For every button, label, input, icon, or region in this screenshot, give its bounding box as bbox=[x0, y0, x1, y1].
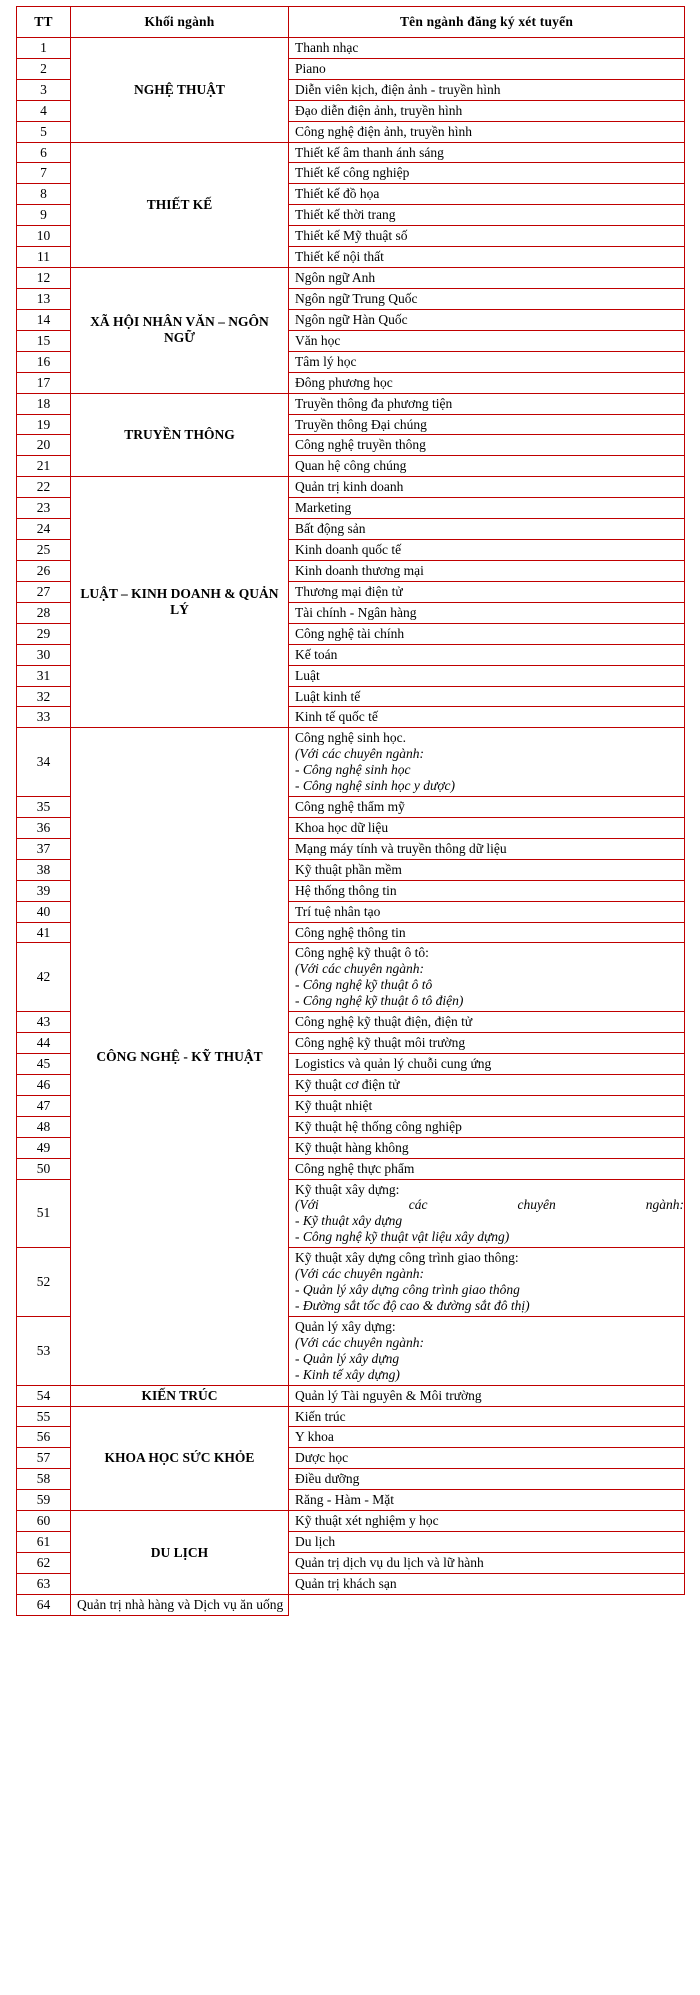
row-index-cell: 18 bbox=[17, 393, 71, 414]
row-index-cell: 52 bbox=[17, 1248, 71, 1317]
major-name-cell bbox=[289, 644, 685, 665]
major-specialization-text: (Với các chuyên ngành: bbox=[295, 746, 425, 762]
major-name-text: Marketing bbox=[295, 500, 352, 516]
major-name-cell bbox=[289, 330, 685, 351]
row-index-cell: 53 bbox=[17, 1316, 71, 1385]
major-name-text: Truyền thông đa phương tiện bbox=[295, 395, 453, 411]
major-name-text: Công nghệ kỹ thuật môi trường bbox=[295, 1035, 466, 1051]
row-index-cell: 28 bbox=[17, 602, 71, 623]
major-name-cell bbox=[289, 37, 685, 58]
major-name-text: Quan hệ công chúng bbox=[295, 458, 407, 474]
row-index-cell: 54 bbox=[17, 1385, 71, 1406]
row-index-cell: 6 bbox=[17, 142, 71, 163]
major-specialization-text: - Công nghệ sinh học bbox=[295, 762, 411, 778]
major-name-cell bbox=[289, 880, 685, 901]
major-name-cell bbox=[289, 393, 685, 414]
major-name-text: Kế toán bbox=[295, 646, 338, 662]
major-name-cell bbox=[289, 351, 685, 372]
major-name-cell bbox=[289, 1406, 685, 1427]
major-name-text: Ngôn ngữ Trung Quốc bbox=[295, 290, 418, 306]
column-header-block: Khối ngành bbox=[71, 7, 289, 38]
major-name-text: Kỹ thuật phần mềm bbox=[295, 861, 402, 877]
table-row bbox=[17, 142, 685, 163]
major-name-text: Điều dưỡng bbox=[295, 1471, 360, 1487]
major-name-text: Công nghệ kỹ thuật điện, điện tử bbox=[295, 1014, 473, 1030]
major-name-cell bbox=[289, 686, 685, 707]
major-specialization-text: - Công nghệ kỹ thuật vật liệu xây dựng) bbox=[295, 1229, 510, 1245]
major-name-text: Kỹ thuật nhiệt bbox=[295, 1097, 373, 1113]
row-index-cell: 22 bbox=[17, 477, 71, 498]
row-index-cell: 39 bbox=[17, 880, 71, 901]
major-specialization-text: (Với các chuyên ngành: bbox=[295, 1197, 684, 1213]
block-name-cell: TRUYỀN THÔNG bbox=[71, 393, 289, 477]
major-name-text: Mạng máy tính và truyền thông dữ liệu bbox=[295, 840, 507, 856]
major-name-cell bbox=[289, 205, 685, 226]
row-index-cell: 57 bbox=[17, 1448, 71, 1469]
major-name-text: Truyền thông Đại chúng bbox=[295, 416, 427, 432]
major-name-cell bbox=[289, 1385, 685, 1406]
major-name-text: Công nghệ điện ảnh, truyền hình bbox=[295, 123, 472, 139]
major-name-cell bbox=[289, 797, 685, 818]
major-name-cell bbox=[289, 288, 685, 309]
major-name-cell bbox=[289, 456, 685, 477]
row-index-cell: 51 bbox=[17, 1179, 71, 1248]
registration-table bbox=[16, 6, 685, 1616]
major-name-cell bbox=[289, 1116, 685, 1137]
major-name-text: Kỹ thuật xây dựng: bbox=[295, 1181, 400, 1197]
major-name-cell bbox=[289, 1137, 685, 1158]
major-name-text: Thanh nhạc bbox=[295, 39, 359, 55]
column-header-name: Tên ngành đăng ký xét tuyển bbox=[289, 7, 685, 38]
major-name-text: Đông phương học bbox=[295, 374, 393, 390]
row-index-cell: 36 bbox=[17, 817, 71, 838]
major-specialization-text: - Công nghệ sinh học y dược) bbox=[295, 778, 456, 794]
row-index-cell: 33 bbox=[17, 707, 71, 728]
major-name-text: Công nghệ sinh học. bbox=[295, 730, 406, 746]
major-name-cell bbox=[289, 184, 685, 205]
table-body bbox=[17, 37, 685, 1615]
major-name-cell bbox=[289, 540, 685, 561]
column-header-tt: TT bbox=[17, 7, 71, 38]
major-name-text: Răng - Hàm - Mặt bbox=[295, 1492, 394, 1508]
major-specialization-text: (Với các chuyên ngành: bbox=[295, 961, 425, 977]
row-index-cell: 9 bbox=[17, 205, 71, 226]
row-index-cell: 25 bbox=[17, 540, 71, 561]
block-name-cell: DU LỊCH bbox=[71, 1511, 289, 1595]
row-index-cell: 40 bbox=[17, 901, 71, 922]
row-index-cell: 50 bbox=[17, 1158, 71, 1179]
major-name-text: Hệ thống thông tin bbox=[295, 882, 397, 898]
major-specialization-text: - Kỹ thuật xây dựng bbox=[295, 1213, 403, 1229]
major-name-cell bbox=[289, 268, 685, 289]
major-name-cell bbox=[289, 901, 685, 922]
row-index-cell: 62 bbox=[17, 1552, 71, 1573]
major-name-cell bbox=[289, 1074, 685, 1095]
major-name-cell bbox=[289, 435, 685, 456]
row-index-cell: 49 bbox=[17, 1137, 71, 1158]
major-name-text: Quản lý Tài nguyên & Môi trường bbox=[295, 1387, 482, 1403]
row-index-cell: 34 bbox=[17, 728, 71, 797]
row-index-cell: 61 bbox=[17, 1532, 71, 1553]
major-name-cell bbox=[289, 414, 685, 435]
table-row bbox=[17, 1511, 685, 1532]
major-name-text: Du lịch bbox=[295, 1534, 336, 1550]
block-name-cell: XÃ HỘI NHÂN VĂN – NGÔN NGỮ bbox=[71, 268, 289, 394]
row-index-cell: 32 bbox=[17, 686, 71, 707]
row-index-cell: 46 bbox=[17, 1074, 71, 1095]
major-name-cell bbox=[289, 922, 685, 943]
major-name-text: Kỹ thuật xét nghiệm y học bbox=[295, 1513, 439, 1529]
table-row bbox=[17, 393, 685, 414]
major-name-text: Kỹ thuật cơ điện tử bbox=[295, 1076, 400, 1092]
table-row bbox=[17, 1406, 685, 1427]
major-name-text: Dược học bbox=[295, 1450, 349, 1466]
row-index-cell: 14 bbox=[17, 309, 71, 330]
row-index-cell: 10 bbox=[17, 226, 71, 247]
row-index-cell: 31 bbox=[17, 665, 71, 686]
major-specialization-text: - Quản lý xây dựng bbox=[295, 1350, 400, 1366]
row-index-cell: 47 bbox=[17, 1095, 71, 1116]
major-name-text: Kinh tế quốc tế bbox=[295, 709, 378, 725]
major-name-text: Kinh doanh quốc tế bbox=[295, 542, 402, 558]
row-index-cell: 15 bbox=[17, 330, 71, 351]
major-name-text: Quản trị nhà hàng và Dịch vụ ăn uống bbox=[77, 1596, 284, 1612]
row-index-cell: 48 bbox=[17, 1116, 71, 1137]
major-name-cell bbox=[289, 1490, 685, 1511]
major-name-text: Công nghệ thông tin bbox=[295, 924, 406, 940]
row-index-cell: 38 bbox=[17, 859, 71, 880]
major-name-cell bbox=[289, 581, 685, 602]
row-index-cell: 16 bbox=[17, 351, 71, 372]
row-index-cell: 3 bbox=[17, 79, 71, 100]
row-index-cell: 1 bbox=[17, 37, 71, 58]
major-name-text: Trí tuệ nhân tạo bbox=[295, 903, 381, 919]
major-name-text: Luật kinh tế bbox=[295, 688, 361, 704]
major-name-text: Thiết kế nội thất bbox=[295, 249, 384, 265]
row-index-cell: 42 bbox=[17, 943, 71, 1012]
block-name-cell: KIẾN TRÚC bbox=[71, 1385, 289, 1406]
major-name-text: Công nghệ thực phẩm bbox=[295, 1160, 415, 1176]
row-index-cell: 58 bbox=[17, 1469, 71, 1490]
row-index-cell: 21 bbox=[17, 456, 71, 477]
table-row bbox=[17, 37, 685, 58]
major-name-cell bbox=[289, 817, 685, 838]
major-name-text: Logistics và quản lý chuỗi cung ứng bbox=[295, 1056, 492, 1072]
major-specialization-text: (Với các chuyên ngành: bbox=[295, 1334, 425, 1350]
major-name-text: Quản lý xây dựng: bbox=[295, 1318, 396, 1334]
major-name-text: Tâm lý học bbox=[295, 353, 357, 369]
table-row bbox=[17, 1385, 685, 1406]
table-header bbox=[17, 7, 685, 38]
row-index-cell: 55 bbox=[17, 1406, 71, 1427]
major-specialization-text: (Với các chuyên ngành: bbox=[295, 1266, 425, 1282]
major-specialization-text: - Đường sắt tốc độ cao & đường sắt đô thị) bbox=[295, 1298, 530, 1313]
row-index-cell: 12 bbox=[17, 268, 71, 289]
block-name-cell: NGHỆ THUẬT bbox=[71, 37, 289, 142]
major-name-text: Kỹ thuật hệ thống công nghiệp bbox=[295, 1118, 462, 1134]
table-row bbox=[17, 1594, 685, 1615]
row-index-cell: 43 bbox=[17, 1012, 71, 1033]
major-name-cell bbox=[289, 1427, 685, 1448]
major-name-text: Quản trị dịch vụ du lịch và lữ hành bbox=[295, 1554, 484, 1570]
row-index-cell: 35 bbox=[17, 797, 71, 818]
major-name-cell bbox=[289, 100, 685, 121]
major-name-cell bbox=[289, 1095, 685, 1116]
row-index-cell: 2 bbox=[17, 58, 71, 79]
major-name-cell bbox=[289, 1248, 685, 1317]
row-index-cell: 30 bbox=[17, 644, 71, 665]
major-name-text: Công nghệ tài chính bbox=[295, 625, 405, 641]
row-index-cell: 23 bbox=[17, 498, 71, 519]
major-name-text: Tài chính - Ngân hàng bbox=[295, 604, 417, 620]
row-index-cell: 63 bbox=[17, 1573, 71, 1594]
major-specialization-text: - Quản lý xây dựng công trình giao thông bbox=[295, 1282, 520, 1298]
major-specialization-text: - Công nghệ kỹ thuật ô tô điện) bbox=[295, 993, 464, 1009]
major-name-text: Văn học bbox=[295, 332, 341, 348]
row-index-cell: 20 bbox=[17, 435, 71, 456]
major-name-text: Quản trị khách sạn bbox=[295, 1575, 397, 1591]
major-name-cell bbox=[289, 602, 685, 623]
major-name-cell bbox=[289, 1511, 685, 1532]
major-name-cell bbox=[289, 1054, 685, 1075]
major-name-text: Thiết kế công nghiệp bbox=[295, 165, 410, 181]
major-name-cell bbox=[289, 1033, 685, 1054]
row-index-cell: 37 bbox=[17, 838, 71, 859]
block-name-cell: CÔNG NGHỆ - KỸ THUẬT bbox=[71, 728, 289, 1385]
block-name-cell: KHOA HỌC SỨC KHỎE bbox=[71, 1406, 289, 1511]
major-name-text: Kinh doanh thương mại bbox=[295, 562, 424, 578]
major-name-cell bbox=[289, 1469, 685, 1490]
row-index-cell: 59 bbox=[17, 1490, 71, 1511]
major-name-cell bbox=[289, 226, 685, 247]
table-row bbox=[17, 728, 685, 797]
major-name-text: Thiết kế âm thanh ánh sáng bbox=[295, 144, 444, 160]
row-index-cell: 13 bbox=[17, 288, 71, 309]
major-name-cell bbox=[289, 859, 685, 880]
major-name-cell bbox=[289, 58, 685, 79]
major-name-cell bbox=[289, 477, 685, 498]
major-name-cell bbox=[289, 1532, 685, 1553]
major-name-text: Công nghệ truyền thông bbox=[295, 437, 426, 453]
major-name-cell bbox=[289, 707, 685, 728]
row-index-cell: 41 bbox=[17, 922, 71, 943]
major-name-cell bbox=[289, 560, 685, 581]
major-name-text: Thiết kế đồ họa bbox=[295, 186, 380, 202]
major-name-text: Khoa học dữ liệu bbox=[295, 819, 389, 835]
major-name-text: Piano bbox=[295, 60, 326, 76]
major-name-text: Kỹ thuật xây dựng công trình giao thông: bbox=[295, 1250, 519, 1266]
major-name-text: Luật bbox=[295, 667, 320, 683]
major-name-text: Quản trị kinh doanh bbox=[295, 479, 404, 495]
row-index-cell: 19 bbox=[17, 414, 71, 435]
major-name-cell bbox=[289, 1158, 685, 1179]
major-name-cell bbox=[289, 1573, 685, 1594]
major-name-cell bbox=[289, 838, 685, 859]
row-index-cell: 29 bbox=[17, 623, 71, 644]
major-name-cell bbox=[289, 163, 685, 184]
major-name-text: Bất động sản bbox=[295, 521, 366, 537]
block-name-cell: THIẾT KẾ bbox=[71, 142, 289, 268]
table-row bbox=[17, 268, 685, 289]
major-specialization-text: - Công nghệ kỹ thuật ô tô bbox=[295, 977, 433, 993]
major-name-cell bbox=[289, 1012, 685, 1033]
major-name-cell bbox=[289, 1316, 685, 1385]
row-index-cell: 27 bbox=[17, 581, 71, 602]
row-index-cell: 60 bbox=[17, 1511, 71, 1532]
major-name-cell bbox=[71, 1594, 289, 1615]
row-index-cell: 8 bbox=[17, 184, 71, 205]
row-index-cell: 56 bbox=[17, 1427, 71, 1448]
table-header-row bbox=[17, 7, 685, 38]
major-name-cell bbox=[289, 728, 685, 797]
major-name-cell bbox=[289, 309, 685, 330]
major-specialization-text: - Kinh tế xây dựng) bbox=[295, 1366, 400, 1382]
row-index-cell: 26 bbox=[17, 560, 71, 581]
major-name-cell bbox=[289, 623, 685, 644]
major-name-text: Diễn viên kịch, điện ảnh - truyền hình bbox=[295, 81, 501, 97]
row-index-cell: 45 bbox=[17, 1054, 71, 1075]
major-name-text: Ngôn ngữ Anh bbox=[295, 270, 376, 286]
major-name-cell bbox=[289, 665, 685, 686]
major-name-cell bbox=[289, 79, 685, 100]
row-index-cell: 17 bbox=[17, 372, 71, 393]
major-name-cell bbox=[289, 498, 685, 519]
major-name-cell bbox=[289, 1179, 685, 1248]
major-name-cell bbox=[289, 121, 685, 142]
major-name-text: Kỹ thuật hàng không bbox=[295, 1139, 409, 1155]
major-name-cell bbox=[289, 519, 685, 540]
major-name-cell bbox=[289, 142, 685, 163]
row-index-cell: 11 bbox=[17, 247, 71, 268]
row-index-cell: 44 bbox=[17, 1033, 71, 1054]
major-name-text: Thiết kế thời trang bbox=[295, 207, 396, 223]
row-index-cell: 24 bbox=[17, 519, 71, 540]
major-name-text: Công nghệ thẩm mỹ bbox=[295, 799, 405, 815]
row-index-cell: 4 bbox=[17, 100, 71, 121]
row-index-cell: 5 bbox=[17, 121, 71, 142]
major-name-cell bbox=[289, 372, 685, 393]
major-name-cell bbox=[289, 247, 685, 268]
major-name-cell bbox=[289, 943, 685, 1012]
major-name-text: Ngôn ngữ Hàn Quốc bbox=[295, 311, 408, 327]
major-name-text: Kiến trúc bbox=[295, 1408, 346, 1424]
major-name-cell bbox=[289, 1552, 685, 1573]
major-name-cell bbox=[289, 1448, 685, 1469]
major-name-text: Thương mại điện tử bbox=[295, 583, 403, 599]
major-name-text: Y khoa bbox=[295, 1429, 334, 1445]
major-name-text: Đạo diễn điện ảnh, truyền hình bbox=[295, 102, 463, 118]
block-name-cell: LUẬT – KINH DOANH & QUẢN LÝ bbox=[71, 477, 289, 728]
major-name-text: Thiết kế Mỹ thuật số bbox=[295, 228, 408, 244]
table-row bbox=[17, 477, 685, 498]
major-name-text: Công nghệ kỹ thuật ô tô: bbox=[295, 945, 429, 961]
row-index-cell: 64 bbox=[17, 1594, 71, 1615]
row-index-cell: 7 bbox=[17, 163, 71, 184]
